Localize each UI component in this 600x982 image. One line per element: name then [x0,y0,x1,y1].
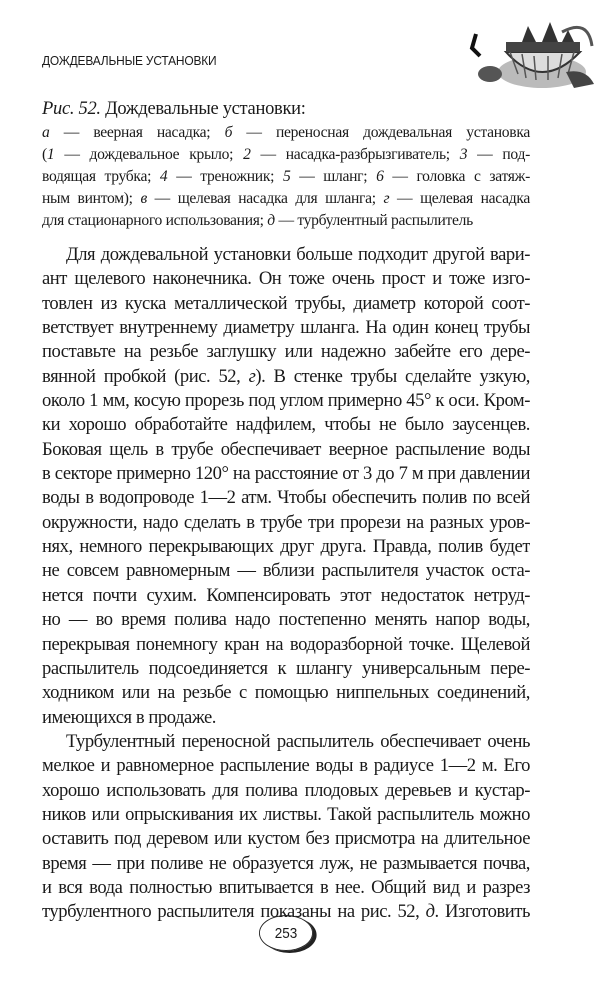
italic-label: 2 [243,146,251,163]
text-run: перекрывая понемногу кран на водоразборной точке. Щелевой [42,633,530,655]
text-run: — шланг; [290,168,377,185]
text-run: водящая трубка; [42,168,160,185]
text-line [42,876,530,900]
italic-label: г [248,365,256,387]
text-line [42,803,530,827]
text-run: — переносная дождевальная установка [232,124,530,141]
text-run: Для дождевальной установки больше подходит другой вари- [66,244,530,265]
text-run: товлен из куска металлической трубы, диаметр которой соот- [42,292,530,314]
text-run: — веерная насадка; [49,124,225,141]
text-line [42,413,530,437]
text-run: но — во время полива надо постепенно менять напор воды, [42,609,530,631]
italic-label: д [267,212,275,229]
text-run: оставить под деревом или кустом без присмотра на длительное [42,828,530,850]
text-run: нях, немного перекрывающих друг друга. Правда, полив будет [42,536,530,558]
italic-label: 5 [282,168,291,185]
text-run: в секторе примерно 120° на расстояние от 3 до 7 м при давлении [42,463,530,485]
text-run: Боковая щель в трубе обеспечивает веерное распыление воды [42,438,530,460]
page-number: 253 [259,915,313,951]
text-line [42,608,530,632]
text-line [42,779,530,803]
text-run: . Изготовить [434,901,530,923]
text-run: поставьте на резьбе заглушку или надежно забейте его дере- [42,341,530,363]
text-line [42,316,530,340]
text-line [42,706,530,730]
text-line [42,486,530,510]
text-line [42,559,530,583]
text-run: ветствует внутреннему диаметру шланга. На один конец трубы [42,317,530,339]
text-run: распылитель подсоединяется к шлангу универсальным пере- [42,657,530,679]
text-run: около 1 мм, косую прорезь под углом примерно 45° к оси. Кром- [42,390,530,412]
text-run: для стационарного использования; [42,212,268,229]
text-run: ант щелевого наконечника. Он тоже очень прост и тоже изго- [42,268,530,290]
text-line [42,681,530,705]
caption-line [42,210,530,232]
text-run: — под- [467,146,530,163]
figure-caption [42,96,530,232]
text-run: — турбулентный распылитель [274,212,473,229]
italic-label: д [425,901,435,923]
text-run: и вся вода полностью впитывается в нее. Общий вид и разрез [42,876,530,898]
running-header: ДОЖДЕВАЛЬНЫЕ УСТАНОВКИ [42,53,217,68]
text-line [42,584,530,608]
text-line [42,535,530,559]
text-line [42,365,530,389]
text-run: ки хорошо обработайте надфилем, чтобы не было заусенцев. [42,414,530,436]
caption-line [42,122,530,144]
text-line [42,827,530,851]
text-run: Дождевальные установки: [100,99,306,119]
paragraph [42,243,530,730]
text-run: имеющихся в продаже. [42,706,216,728]
italic-label: б [224,124,233,141]
paragraph [42,730,530,925]
text-run: хорошо использовать для полива плодовых деревьев и кустар- [42,779,530,801]
italic-label: г [383,190,390,207]
text-line [42,267,530,291]
text-run: воды в водопроводе 1—2 атм. Чтобы обеспечить полив по всей [42,487,530,509]
text-run: ). В стенке трубы сделайте узкую, [255,365,530,387]
italic-label: 1 [46,146,55,163]
italic-label: 3 [459,146,468,163]
text-run: ходником или на резьбе с помощью ниппельных соединений, [42,682,530,704]
text-run: не совсем равномерным — вблизи распылителя участок оста- [42,560,530,582]
text-run: ным винтом); [42,190,141,207]
text-run: — щелевая насадка для шланга; [146,190,384,207]
figure-caption-title [42,96,530,122]
text-run: — головка с затяж- [383,168,530,185]
text-line [42,438,530,462]
italic-label: а [42,124,50,141]
text-line [42,292,530,316]
garden-basket-illustration [462,12,598,92]
body-text [42,243,530,925]
italic-label: 6 [376,168,384,185]
text-run: — насадка-разбрызгиватель; [250,146,460,163]
text-run: ( [42,146,47,163]
text-line [42,511,530,535]
text-run: турбулентного распылителя показаны на рис. 52, [42,901,426,923]
text-line [42,462,530,486]
caption-line [42,144,530,166]
italic-label: Рис. 52. [42,99,101,119]
text-run: — треножник; [167,168,283,185]
text-run: время — при поливе не образуется луж, не размывается почва, [42,852,530,874]
text-line [42,633,530,657]
text-line [42,754,530,778]
text-line [42,730,530,754]
text-run: окружности, надо сделать в трубе три прорези на разных уров- [42,511,530,533]
text-run: мелкое и равномерное распыление воды в радиусе 1—2 м. Его [42,755,530,777]
caption-line [42,166,530,188]
text-line [42,340,530,364]
italic-label: в [140,190,147,207]
caption-line [42,188,530,210]
text-run: — дождевальное крыло; [54,146,244,163]
text-line [42,243,530,267]
italic-label: 4 [159,168,168,185]
text-run: нется почти сухим. Компенсировать этот недостаток нетруд- [42,584,530,606]
text-line [42,657,530,681]
text-run: ников или опрыскивания их листвы. Такой распылитель можно [42,803,530,825]
text-line [42,389,530,413]
text-line [42,852,530,876]
text-run: — щелевая насадка [389,190,530,207]
text-run: Турбулентный переносной распылитель обеспечивает очень [66,730,530,752]
text-run: вянной пробкой (рис. 52, [42,365,249,387]
